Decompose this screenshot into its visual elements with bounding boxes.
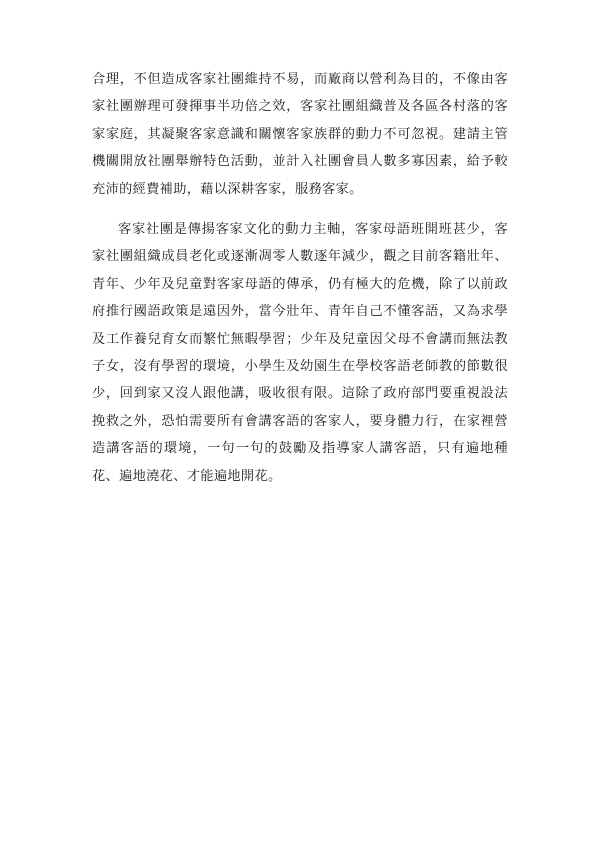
paragraph-continuation: 合理，不但造成客家社團維持不易，而廠商以營利為目的，不像由客家社團辦理可發揮事半功倍之效，客家社團組織普及各區各村落的客家家庭，其凝聚客家意識和關懷客家族群的動力不可忽視。建請主管機關開放社團舉辦特色活動，並計入社團會員人數多寡因素，給予較充沛的經費補助，藉以深耕客家，服務客家。 — [92, 72, 508, 197]
paragraph-hakka-associations: 客家社團是傳揚客家文化的動力主軸，客家母語班開班甚少，客家社團組織成員老化或逐漸凋零人數逐年減少，觀之目前客籍壯年、青年、少年及兒童對客家母語的傳承，仍有極大的危機，除了以前政府推行國語政策是遠因外，當今壯年、青年自己不懂客語，又為求學及工作養兒育女而繁忙無暇學習；少年及兒童因父母不會講而無法教子女，沒有學習的環境，小學生及幼園生在學校客語老師教的節數很少，回到家又沒人跟他講，吸收很有限。這除了政府部門要重視設法挽救之外，恐怕需要所有會講客語的客家人，要身體力行，在家裡營造講客語的環境，一句一句的鼓勵及指導家人講客語，只有遍地種花、遍地澆花、才能遍地開花。 — [92, 222, 508, 484]
document-body — [92, 66, 508, 490]
